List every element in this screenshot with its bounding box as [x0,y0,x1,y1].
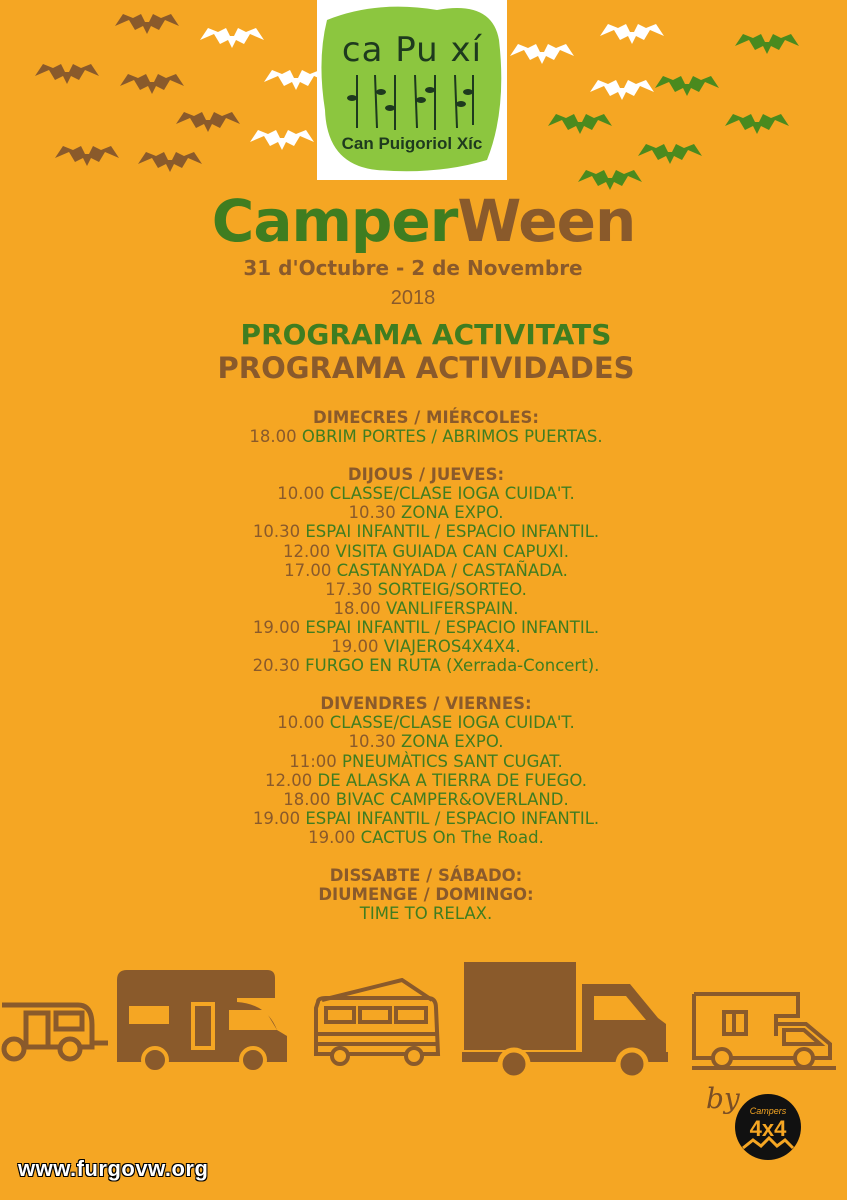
bat-icon [600,22,664,52]
schedule-item: 19.00 CACTUS On The Road. [308,827,544,847]
bat-icon [510,42,574,72]
program-heading-spanish: PROGRAMA ACTIVIDADES [217,351,635,385]
day-heading-thursday: DIJOUS / JUEVES: [347,465,505,485]
bat-icon [548,112,612,142]
schedule-item: 19.00 ESPAI INFANTIL / ESPACIO INFANTIL. [252,617,600,637]
schedule-item: 12.00 VISITA GUIADA CAN CAPUXI. [283,541,569,561]
schedule-item: TIME TO RELAX. [359,904,493,924]
schedule-item: 19.00 ESPAI INFANTIL / ESPACIO INFANTIL. [252,808,600,828]
event-dates: 31 d'Octubre - 2 de Novembre [243,256,583,280]
truck-camper-icon [688,992,838,1074]
schedule-item: 17.00 CASTANYADA / CASTAÑADA. [284,560,568,580]
schedule-item: 12.00 DE ALASKA A TIERRA DE FUEGO. [265,770,587,790]
schedule-item: 20.30 FURGO EN RUTA (Xerrada-Concert). [252,656,600,676]
badge-small-text: Campers [749,1106,787,1116]
bat-icon [55,144,119,174]
bat-icon [655,74,719,104]
bat-icon [120,72,184,102]
schedule-item: 10.00 CLASSE/CLASE IOGA CUIDA'T. [277,484,575,504]
bat-icon [176,110,240,140]
program-heading-catalan: PROGRAMA ACTIVITATS [240,318,612,351]
capuxi-logo [317,0,507,180]
campers4x4-logo [733,1092,803,1162]
by-label: by [706,1082,740,1115]
bat-icon [115,12,179,42]
bat-icon [735,32,799,62]
bat-icon [138,150,202,180]
vw-van-icon [312,978,442,1066]
schedule-item: 18.00 VANLIFERSPAIN. [333,598,519,618]
day-heading-friday: DIVENDRES / VIERNES: [320,694,532,714]
motorhome-icon [117,970,289,1070]
title-ween: Ween [457,187,636,255]
schedule-item: 10.30 ZONA EXPO. [348,732,504,752]
bat-icon [638,142,702,172]
day-heading-wednesday: DIMECRES / MIÉRCOLES: [313,408,539,427]
website-watermark: www.furgovw.org [18,1156,209,1181]
schedule-item: 10.00 CLASSE/CLASE IOGA CUIDA'T. [277,713,575,733]
schedule-item: 17.30 SORTEIG/SORTEO. [325,579,527,599]
schedule-item: 18.00 OBRIM PORTES / ABRIMOS PUERTAS. [249,427,603,447]
day-heading-saturday: DISSABTE / SÁBADO: [329,865,523,885]
schedule-item: 18.00 BIVAC CAMPER&OVERLAND. [283,789,569,809]
schedule-item: 10.30 ESPAI INFANTIL / ESPACIO INFANTIL. [252,522,600,542]
schedule-item: 19.00 VIAJEROS4X4X4. [331,637,521,657]
page-title [0,188,847,254]
schedule-item: 10.30 ZONA EXPO. [348,503,504,523]
bat-icon [590,78,654,108]
bat-icon [200,26,264,56]
bat-icon [725,112,789,142]
schedule [0,408,847,923]
badge-big-text: 4x4 [749,1116,787,1141]
schedule-item: 11:00 PNEUMÀTICS SANT CUGAT. [289,751,563,771]
logo-title: ca Pu xí [341,30,483,70]
title-camper: Camper [211,187,458,255]
truck-icon [462,962,668,1080]
day-heading-sunday: DIUMENGE / DOMINGO: [318,885,534,905]
logo-subtitle: Can Puigoriol Xíc [341,134,483,153]
bat-icon [35,62,99,92]
caravan-icon [0,995,110,1065]
bat-icon [250,128,314,158]
event-year: 2018 [390,287,436,309]
